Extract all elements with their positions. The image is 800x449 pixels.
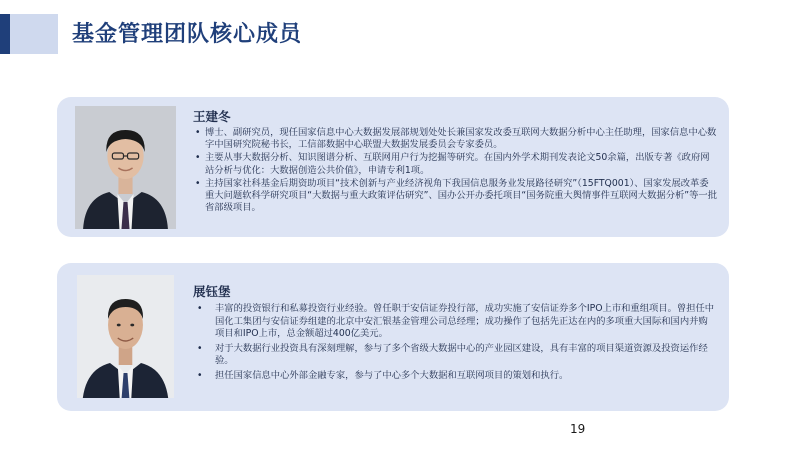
portrait-photo	[75, 106, 176, 229]
list-item: • 主要从事大数据分析、知识图谱分析、互联网用户行为挖掘等研究。在国内外学术期刊发表论文50余篇，出版专著《政府网站分析与优化：大数据创造公共价值》，申请专利1项。	[193, 152, 717, 176]
member-card-zhan	[57, 263, 729, 411]
list-item: • 担任国家信息中心外部金融专家，参与了中心多个大数据和互联网项目的策划和执行。	[193, 370, 717, 383]
page-title: 基金管理团队核心成员	[72, 22, 303, 47]
list-item: • 博士、副研究员，现任国家信息中心大数据发展部规划处处长兼国家发改委互联网大数据分析中心主任助理，国家信息中心数字中国研究院秘书长，工信部数据中心联盟大数据发展委员会专家委员。	[193, 127, 717, 151]
list-item: • 主持国家社科基金后期资助项目“技术创新与产业经济视角下我国信息服务业发展路径研究”（15FTQ001）、国家发展改革委重大问题软科学研究项目“大数据与重大政策评估研究”、国办公开办委托项目“国务院重大舆情事件互联网大数据分析”等一批省部级项目。	[193, 178, 717, 215]
list-item: • 对于大数据行业投资具有深刻理解，参与了多个省级大数据中心的产业园区建设，具有丰富的项目渠道资源及投资运作经验。	[193, 343, 717, 368]
member-bio-list	[193, 303, 717, 385]
member-name: 王建冬	[193, 109, 231, 124]
member-card-wang	[57, 97, 729, 237]
member-name: 展钰堡	[193, 284, 231, 299]
title-accent-block	[10, 14, 58, 54]
title-accent-bar	[0, 14, 10, 54]
page-number: 19	[570, 422, 586, 436]
member-bio-list	[193, 127, 717, 215]
portrait-photo	[77, 275, 174, 398]
list-item: • 丰富的投资银行和私募投资行业经验。曾任职于安信证券投行部，成功实施了安信证券多个IPO上市和重组项目。曾担任中国化工集团与安信证券组建的北京中安汇银基金管理公司总经理；成功操作了包括先正达在内的多项重大国际和国内并购项目和IPO上市，总金额超过400亿美元。	[193, 303, 717, 341]
